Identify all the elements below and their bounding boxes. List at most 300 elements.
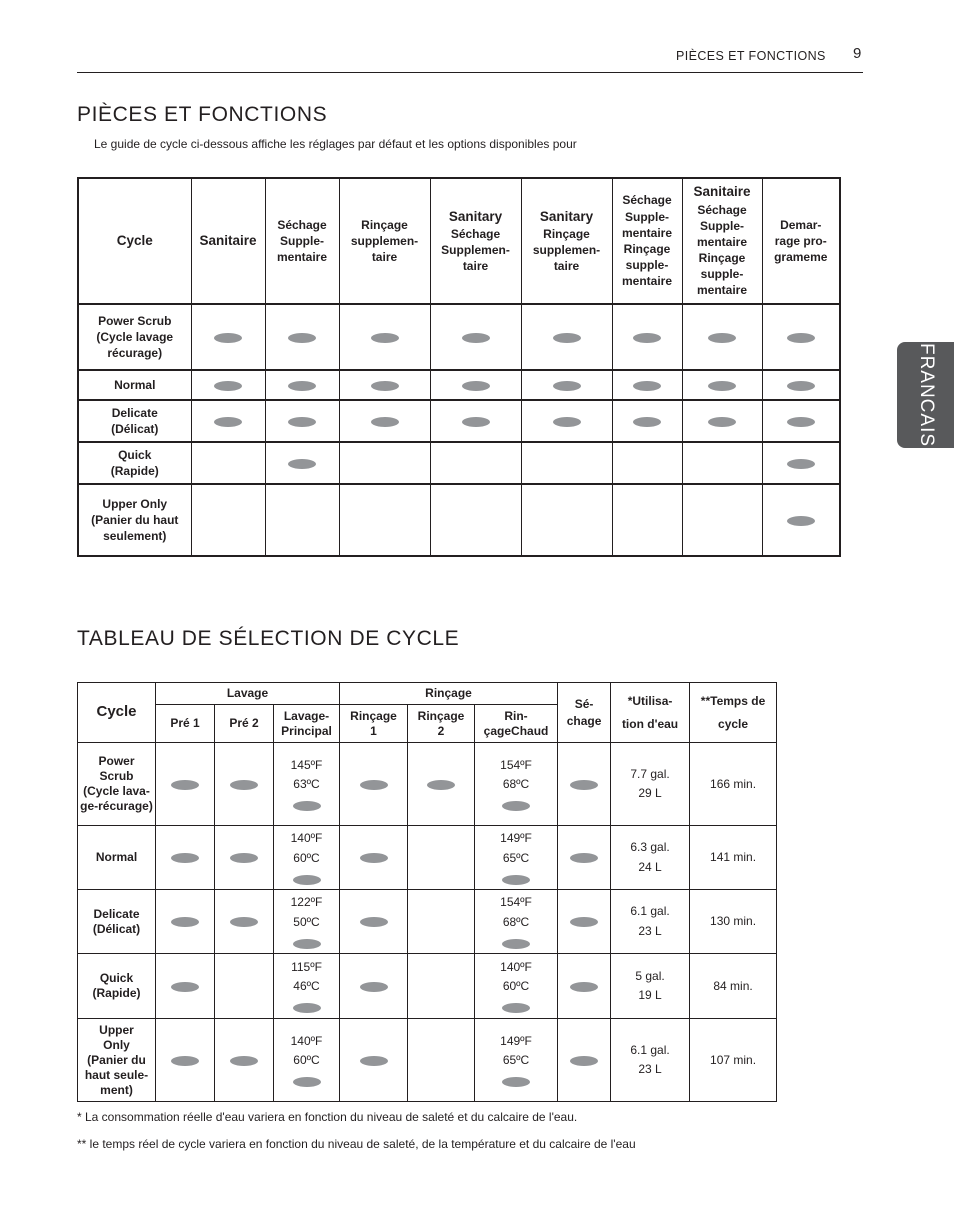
footnote-time: ** le temps réel de cycle variera en fonction du niveau de saleté, de la température et du calcaire de l'eau <box>77 1137 636 1151</box>
text-line: Upper <box>99 1022 134 1037</box>
option-cell <box>265 400 339 442</box>
cycle-time-cell: 107 min. <box>690 1019 777 1102</box>
sechage-header <box>558 683 611 743</box>
option-available-mark <box>553 417 581 427</box>
option-header <box>339 178 430 304</box>
option-available-mark <box>502 939 530 949</box>
hot-rinse-cell <box>475 826 558 890</box>
text-line: (Délicat) <box>111 422 159 436</box>
rinse2-cell <box>408 743 475 826</box>
text-line: 60ºC <box>293 850 320 865</box>
temp-stack <box>276 757 337 811</box>
temp-stack <box>276 959 337 1013</box>
option-available-mark <box>708 333 736 343</box>
option-cell <box>430 484 521 556</box>
cycle-name <box>78 484 191 556</box>
option-available-mark <box>371 381 399 391</box>
text-line: Rinçage <box>698 251 746 266</box>
text-line: Delicate <box>111 405 158 420</box>
text-line: récurage) <box>107 346 163 361</box>
temp-stack <box>276 830 337 884</box>
text-line: 68ºC <box>502 777 530 791</box>
text-line: 140ºF <box>290 1033 323 1048</box>
cycle-time-cell: 84 min. <box>690 954 777 1019</box>
option-header <box>521 178 612 304</box>
text-line: Power Scrub <box>98 313 172 328</box>
text-line: 60ºC <box>502 979 530 993</box>
option-available-mark <box>171 780 199 790</box>
running-header-title: PIÈCES ET FONCTIONS <box>676 49 826 63</box>
table-row <box>78 370 840 400</box>
table-row <box>78 743 777 826</box>
option-available-mark <box>708 381 736 391</box>
options-table <box>77 177 841 557</box>
option-available-mark <box>293 1077 321 1087</box>
pre1-cell <box>156 1019 215 1102</box>
option-available-mark <box>214 417 242 427</box>
option-cell <box>265 442 339 484</box>
option-available-mark <box>787 417 815 427</box>
cycle-name <box>78 442 191 484</box>
option-available-mark <box>288 381 316 391</box>
water-usage-cell <box>611 743 690 826</box>
option-cell <box>612 484 682 556</box>
cycle-selection-table <box>77 682 777 1102</box>
pre1-cell <box>156 743 215 826</box>
option-available-mark <box>570 917 598 927</box>
option-available-mark <box>502 875 530 885</box>
cycle-name <box>78 304 191 370</box>
option-available-mark <box>371 333 399 343</box>
option-cell <box>682 484 762 556</box>
option-available-mark <box>360 780 388 790</box>
text-line: Scrub <box>99 769 134 783</box>
text-line: mentaire <box>621 225 673 240</box>
text-line: Séchage <box>450 226 501 241</box>
text-line: 24 L <box>638 859 662 874</box>
sub-header-lavage-principal <box>274 705 340 743</box>
option-available-mark <box>288 459 316 469</box>
main-wash-cell <box>274 954 340 1019</box>
option-available-mark <box>787 516 815 526</box>
text-line: Upper Only <box>102 496 168 511</box>
text-line: supplemen- <box>350 233 419 248</box>
option-available-mark <box>293 875 321 885</box>
option-available-mark <box>502 801 530 811</box>
text-line: (Cycle lavage <box>96 329 174 344</box>
temp-stack <box>477 830 555 884</box>
option-available-mark <box>360 982 388 992</box>
option-cell <box>430 400 521 442</box>
text-line: Séchage <box>622 193 672 208</box>
table-row <box>78 954 777 1019</box>
option-available-mark <box>230 853 258 863</box>
text-line: 145ºF <box>290 757 323 772</box>
option-cell <box>265 370 339 400</box>
table-row <box>78 400 840 442</box>
option-available-mark <box>633 417 661 427</box>
text-line: Rinçage <box>417 709 465 724</box>
rinse1-cell <box>340 743 408 826</box>
temp-stack <box>477 894 555 948</box>
text-line: 23 L <box>638 1062 662 1076</box>
text-line: 5 gal. <box>635 968 665 983</box>
text-line: mentaire <box>276 250 328 265</box>
text-line: Rinçage <box>543 226 590 241</box>
option-available-mark <box>708 417 736 427</box>
rincage-header: Rinçage <box>340 683 558 705</box>
option-cell <box>191 304 265 370</box>
option-cell <box>191 442 265 484</box>
text-line: ment) <box>100 1082 133 1097</box>
rinse2-cell <box>408 1019 475 1102</box>
rinse1-cell <box>340 826 408 890</box>
text-line: taire <box>462 259 489 274</box>
temp-stack <box>477 757 555 811</box>
cycle-time-cell: 141 min. <box>690 826 777 890</box>
text-line: cycle <box>718 716 749 731</box>
dry-cell <box>558 954 611 1019</box>
option-cell <box>762 400 840 442</box>
option-available-mark <box>171 982 199 992</box>
temp-stack <box>276 894 337 948</box>
hot-rinse-cell <box>475 1019 558 1102</box>
cycle-time-cell: 130 min. <box>690 890 777 954</box>
text-line: Quick <box>99 971 134 985</box>
lavage-header: Lavage <box>156 683 340 705</box>
option-available-mark <box>288 417 316 427</box>
option-available-mark <box>502 1077 530 1087</box>
option-available-mark <box>570 853 598 863</box>
text-line: 6.1 gal. <box>630 904 670 919</box>
option-available-mark <box>230 1056 258 1066</box>
text-line: Delicate <box>93 906 140 921</box>
option-available-mark <box>502 1003 530 1013</box>
cycle-name <box>78 743 156 826</box>
text-line: (Rapide) <box>92 986 141 1000</box>
text-line: Supple- <box>280 233 324 248</box>
main-wash-cell <box>274 890 340 954</box>
sub-header-pre1 <box>156 705 215 743</box>
water-usage-cell <box>611 1019 690 1102</box>
text-line: 140ºF <box>290 831 323 846</box>
option-header <box>762 178 840 304</box>
text-line: 29 L <box>638 786 662 800</box>
option-available-mark <box>214 381 242 391</box>
text-line: taire <box>371 250 398 265</box>
text-line: 65ºC <box>502 1053 530 1067</box>
pre2-cell <box>215 890 274 954</box>
header-rule <box>77 72 863 73</box>
cycle-header: Cycle <box>78 683 156 743</box>
option-available-mark <box>360 1056 388 1066</box>
table-row <box>78 826 777 890</box>
text-line: 115ºF <box>291 959 322 974</box>
section-title-cycle-selection: TABLEAU DE SÉLECTION DE CYCLE <box>77 627 460 650</box>
text-line: Normal <box>95 850 138 864</box>
rinse1-cell <box>340 1019 408 1102</box>
text-line: 23 L <box>638 923 662 938</box>
intro-text: Le guide de cycle ci-dessous affiche les réglages par défaut et les options disponibles pour <box>94 137 577 151</box>
sub-header-pre2 <box>215 705 274 743</box>
option-available-mark <box>360 917 388 927</box>
option-available-mark <box>787 459 815 469</box>
pre2-cell <box>215 743 274 826</box>
text-line: 19 L <box>638 988 662 1002</box>
option-available-mark <box>427 780 455 790</box>
option-cell <box>521 304 612 370</box>
rinse2-cell <box>408 954 475 1019</box>
text-line: 6.3 gal. <box>630 840 670 855</box>
hot-rinse-cell <box>475 890 558 954</box>
cycle-header: Cycle <box>78 178 191 304</box>
text-line: (Cycle lava- <box>83 784 150 798</box>
text-line: haut seule- <box>84 1067 149 1082</box>
text-line: **Temps de <box>700 693 766 708</box>
option-available-mark <box>293 1003 321 1013</box>
option-available-mark <box>633 333 661 343</box>
water-usage-cell <box>611 826 690 890</box>
option-header <box>430 178 521 304</box>
water-usage-cell <box>611 954 690 1019</box>
text-line: 1 <box>370 723 377 738</box>
rinse1-cell <box>340 954 408 1019</box>
option-cell <box>430 370 521 400</box>
text-line: seulement) <box>103 529 167 544</box>
text-line: supple- <box>700 267 744 282</box>
text-line: 65ºC <box>502 850 530 865</box>
option-available-mark <box>553 333 581 343</box>
text-line: Sé- <box>574 697 594 712</box>
option-available-mark <box>214 333 242 343</box>
option-available-mark <box>293 801 321 811</box>
option-cell <box>762 370 840 400</box>
rinse2-cell <box>408 890 475 954</box>
text-line: Power <box>98 754 135 768</box>
option-cell <box>191 370 265 400</box>
footnote-water: * La consommation réelle d'eau variera en fonction du niveau de saleté et du calcaire de l'eau. <box>77 1110 578 1124</box>
option-available-mark <box>570 1056 598 1066</box>
text-line: 46ºC <box>293 979 320 993</box>
text-line: 50ºC <box>293 914 320 929</box>
text-line: grameme <box>774 250 828 265</box>
option-cell <box>521 400 612 442</box>
option-available-mark <box>462 333 490 343</box>
main-wash-cell <box>274 743 340 826</box>
text-line: Only <box>103 1037 130 1052</box>
option-cell <box>762 304 840 370</box>
cycle-name <box>78 1019 156 1102</box>
text-line: supple- <box>625 258 669 273</box>
option-header <box>191 178 265 304</box>
rinse2-cell <box>408 826 475 890</box>
cycle-name <box>78 400 191 442</box>
text-line: 7.7 gal. <box>630 766 670 781</box>
option-cell <box>430 442 521 484</box>
option-available-mark <box>787 333 815 343</box>
option-available-mark <box>360 853 388 863</box>
option-cell <box>339 442 430 484</box>
text-line: (Panier du haut <box>91 512 179 527</box>
text-line: Normal <box>114 377 156 392</box>
option-cell <box>521 370 612 400</box>
text-line: Rinçage <box>361 217 408 232</box>
option-cell <box>682 304 762 370</box>
option-cell <box>339 484 430 556</box>
water-usage-header <box>611 683 690 743</box>
language-tab <box>897 342 954 448</box>
cycle-name <box>78 890 156 954</box>
temp-stack <box>477 1033 555 1087</box>
table-row <box>78 1019 777 1102</box>
text-line: Supple- <box>625 209 669 224</box>
sub-header-rincage1 <box>340 705 408 743</box>
dry-cell <box>558 826 611 890</box>
text-line: supplemen- <box>532 243 601 258</box>
option-cell <box>612 370 682 400</box>
text-line: (Rapide) <box>110 464 159 478</box>
option-available-mark <box>230 780 258 790</box>
option-cell <box>339 304 430 370</box>
temp-stack <box>477 959 555 1013</box>
option-available-mark <box>570 982 598 992</box>
option-available-mark <box>171 1056 199 1066</box>
text-line: ge-récurage) <box>80 799 153 813</box>
option-available-mark <box>171 853 199 863</box>
option-header-main: Sanitaire <box>199 232 257 248</box>
text-line: chage <box>566 713 602 728</box>
text-line: mentaire <box>696 283 748 298</box>
text-line: Supple- <box>700 218 744 233</box>
text-line: (Délicat) <box>92 921 141 936</box>
pre1-cell <box>156 890 215 954</box>
text-line: Lavage- <box>283 709 330 724</box>
text-line: 122ºF <box>290 895 323 910</box>
text-line: Séchage <box>697 202 747 217</box>
option-available-mark <box>462 381 490 391</box>
text-line: 2 <box>437 723 445 738</box>
option-available-mark <box>787 381 815 391</box>
option-header <box>265 178 339 304</box>
cycle-name <box>78 370 191 400</box>
option-cell <box>521 484 612 556</box>
cycle-time-cell: 166 min. <box>690 743 777 826</box>
option-cell <box>339 370 430 400</box>
table-row <box>78 484 840 556</box>
text-line: 154ºF <box>500 895 532 910</box>
option-cell <box>521 442 612 484</box>
sub-header-rincage2 <box>408 705 475 743</box>
text-line: 6.1 gal. <box>630 1042 670 1057</box>
option-available-mark <box>553 381 581 391</box>
option-header-main: Sanitary <box>539 208 594 224</box>
text-line: Rin- <box>504 709 528 724</box>
table-row <box>78 304 840 370</box>
language-tab-label: FRANCAIS <box>915 342 937 448</box>
text-line: 68ºC <box>502 914 530 929</box>
option-header-main: Sanitaire <box>693 184 751 200</box>
text-line: mentaire <box>696 234 748 249</box>
table-row <box>78 890 777 954</box>
text-line: 149ºF <box>500 1033 532 1048</box>
text-line: Rinçage <box>350 709 397 724</box>
option-cell <box>339 400 430 442</box>
text-line: *Utilisa- <box>627 693 673 708</box>
text-line: taire <box>553 259 580 274</box>
cycle-name <box>78 826 156 890</box>
cycle-name <box>78 954 156 1019</box>
option-available-mark <box>293 939 321 949</box>
option-available-mark <box>570 780 598 790</box>
cycle-time-header <box>690 683 777 743</box>
hot-rinse-cell <box>475 743 558 826</box>
text-line: Quick <box>118 447 152 462</box>
page-number: 9 <box>853 45 862 62</box>
dry-cell <box>558 1019 611 1102</box>
option-cell <box>682 400 762 442</box>
text-line: tion d'eau <box>621 716 679 731</box>
text-line: Pré 1 <box>170 716 200 731</box>
option-cell <box>612 304 682 370</box>
option-cell <box>191 400 265 442</box>
pre2-cell <box>215 954 274 1019</box>
option-cell <box>612 442 682 484</box>
pre1-cell <box>156 954 215 1019</box>
option-cell <box>682 442 762 484</box>
text-line: 63ºC <box>293 777 320 791</box>
text-line: Rinçage <box>623 242 671 256</box>
temp-stack <box>276 1033 337 1087</box>
main-wash-cell <box>274 1019 340 1102</box>
pre2-cell <box>215 826 274 890</box>
rinse1-cell <box>340 890 408 954</box>
option-cell <box>265 484 339 556</box>
text-line: Séchage <box>277 217 327 232</box>
option-available-mark <box>230 917 258 927</box>
option-cell <box>682 370 762 400</box>
option-cell <box>191 484 265 556</box>
table-row <box>78 442 840 484</box>
text-line: Principal <box>281 723 332 738</box>
text-line: Supplemen- <box>441 243 510 258</box>
text-line: Demar- <box>780 217 822 232</box>
option-available-mark <box>288 333 316 343</box>
pre1-cell <box>156 826 215 890</box>
option-cell <box>762 484 840 556</box>
text-line: rage pro- <box>774 233 827 248</box>
option-header-main: Sanitary <box>448 208 503 224</box>
pre2-cell <box>215 1019 274 1102</box>
option-cell <box>762 442 840 484</box>
option-available-mark <box>171 917 199 927</box>
water-usage-cell <box>611 890 690 954</box>
option-cell <box>430 304 521 370</box>
option-cell <box>612 400 682 442</box>
option-available-mark <box>633 381 661 391</box>
text-line: Pré 2 <box>229 716 259 731</box>
text-line: 60ºC <box>293 1053 320 1067</box>
option-header <box>612 178 682 304</box>
main-wash-cell <box>274 826 340 890</box>
hot-rinse-cell <box>475 954 558 1019</box>
text-line: 149ºF <box>500 831 532 846</box>
option-available-mark <box>371 417 399 427</box>
option-cell <box>265 304 339 370</box>
sub-header-rincage-chaud <box>475 705 558 743</box>
text-line: (Panier du <box>87 1052 146 1067</box>
dry-cell <box>558 890 611 954</box>
option-header <box>682 178 762 304</box>
